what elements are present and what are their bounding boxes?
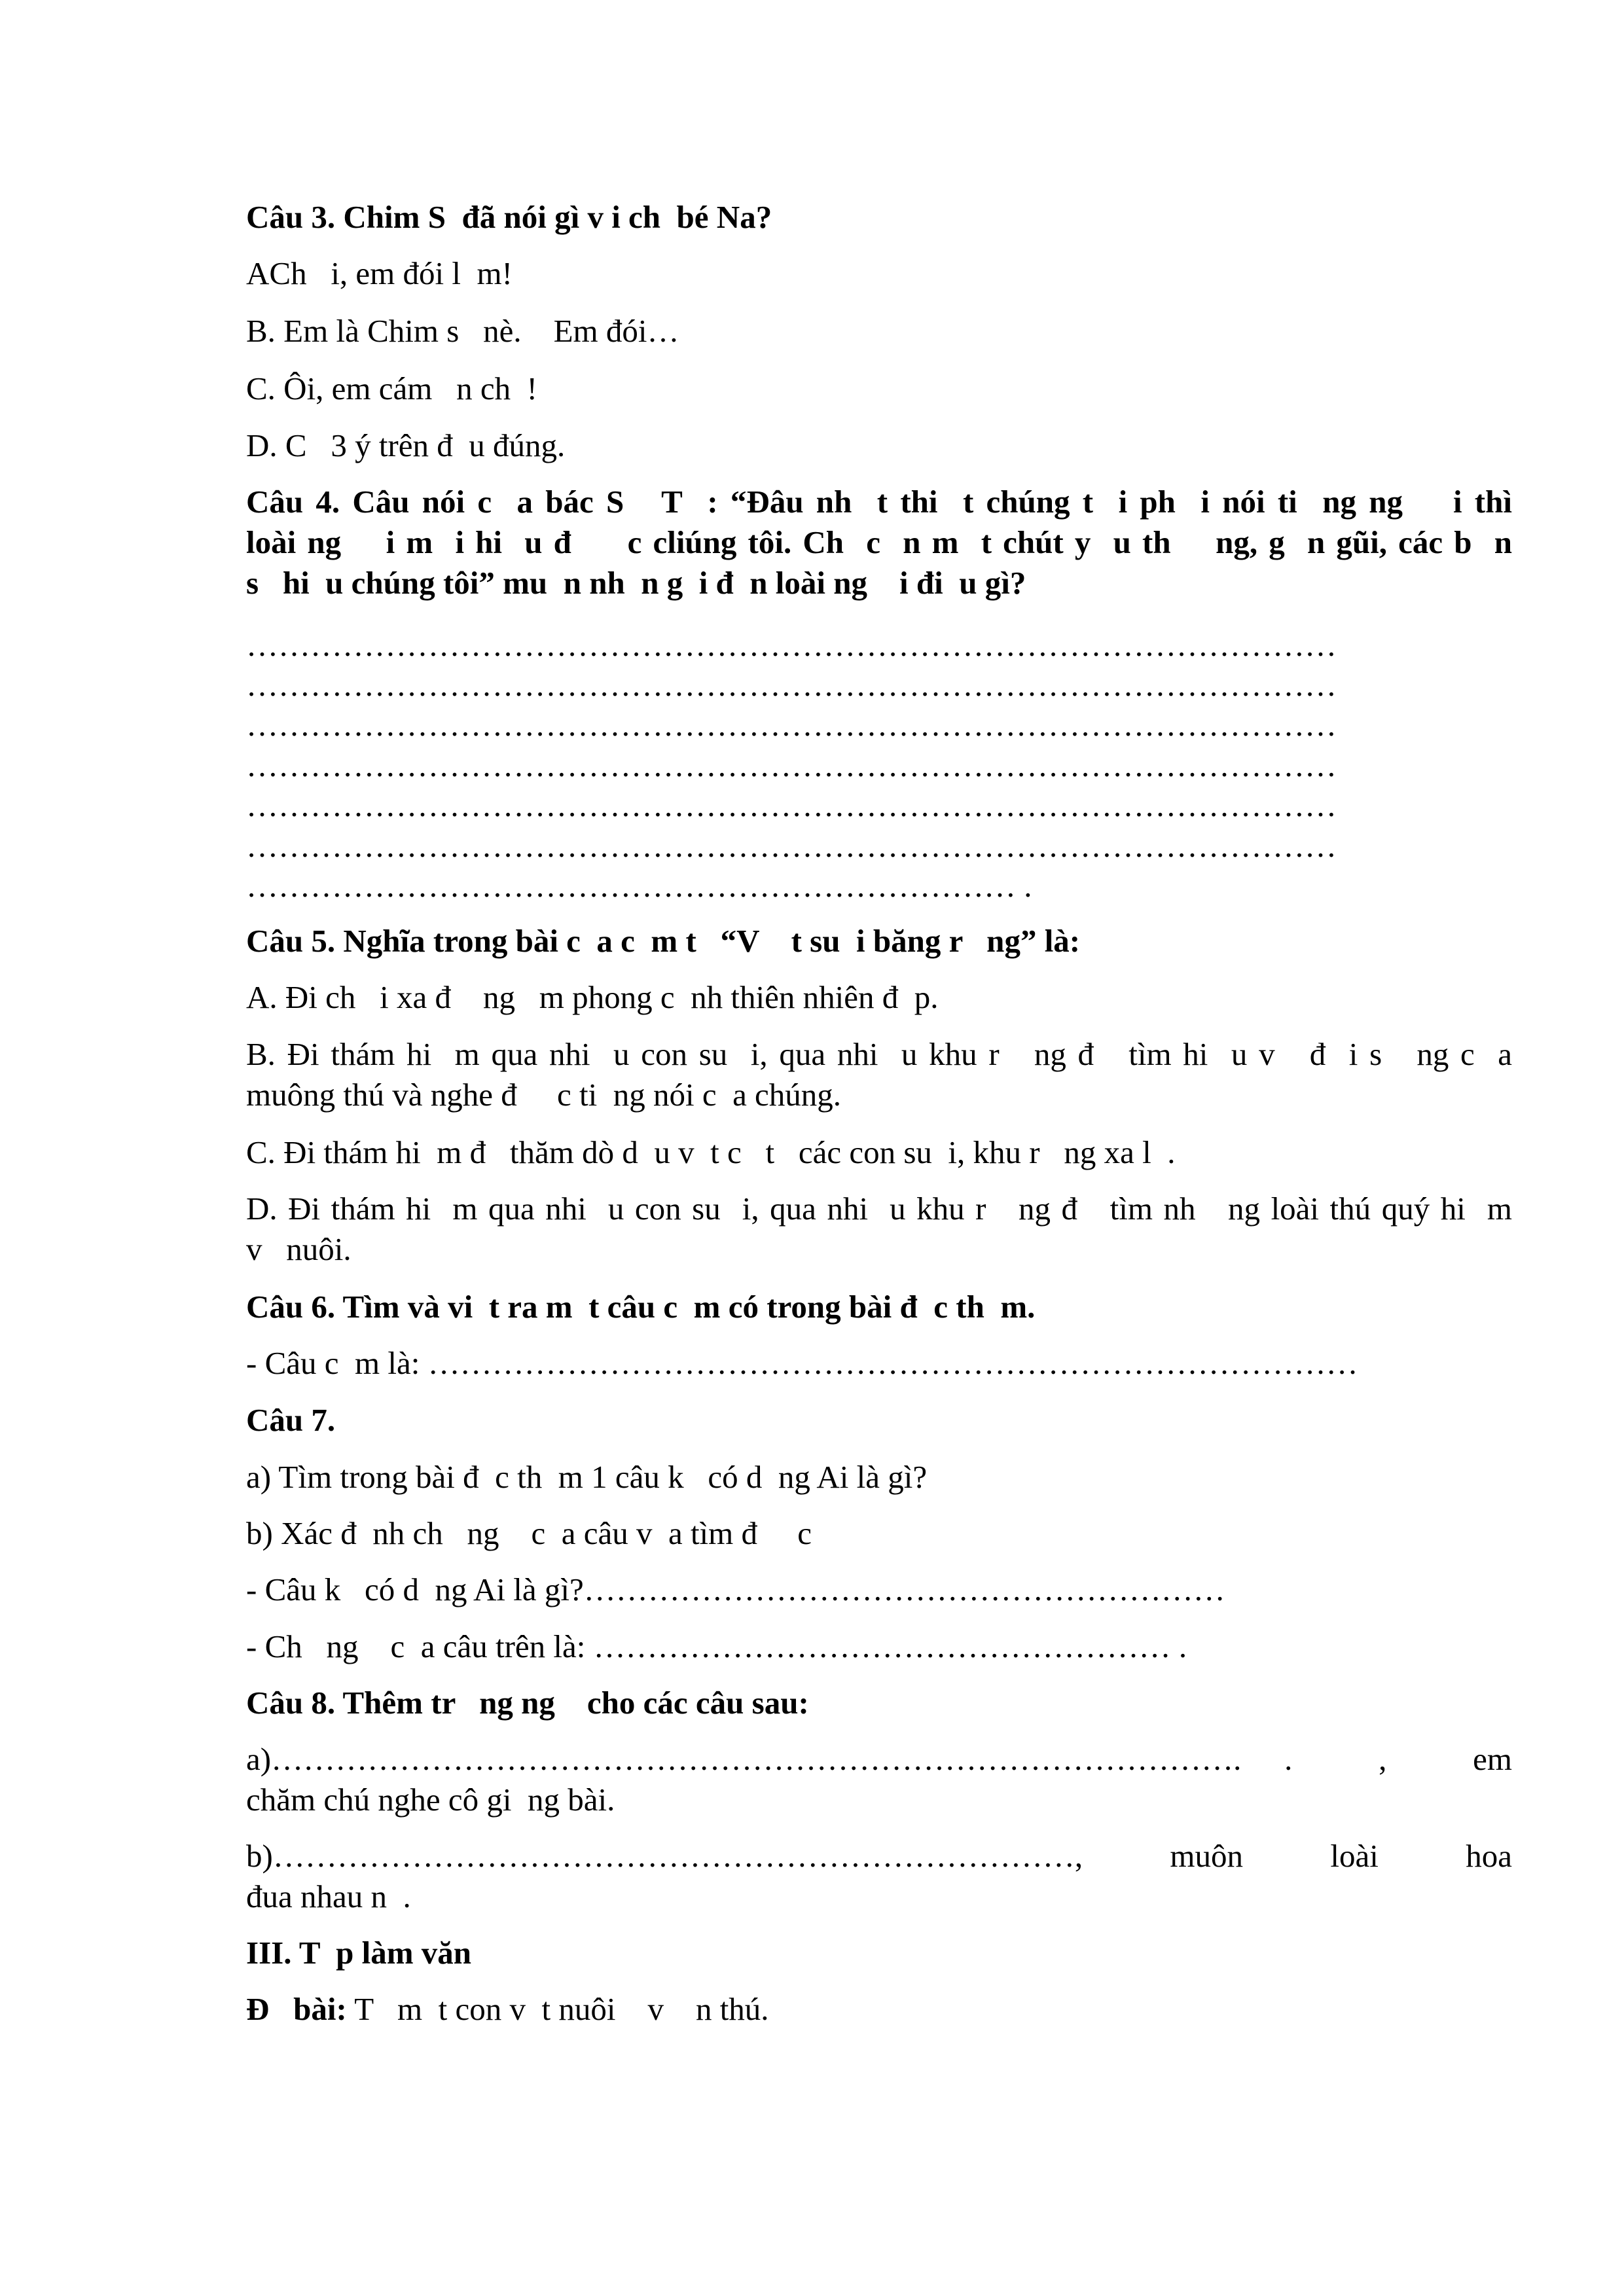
question-7-part-b: b) Xác đ nh ch ng c a câu v a tìm đ c [246,1515,812,1551]
question-5-option-d [246,1189,1512,1270]
question-6-answer: - Câu c m là: …………………………………………………………………………… [246,1345,1358,1381]
question-5-option-b [246,1034,1512,1115]
question-8-part-b [246,1836,1512,1917]
answer-line: ………………………………………………………………………………………… [246,747,1337,783]
question-5-option-d-line: D. Đi thám hi m qua nhi u con su i, qua nhi u khu r ng đ tìm nh ng loài thú quý hi m [246,1191,1512,1227]
question-6-title: Câu 6. Tìm và vi t ra m t câu c m có trong bài đ c th m. [246,1289,1036,1325]
question-4-title [246,482,1512,603]
answer-line: ………………………………………………………………………………………… [246,707,1337,743]
question-7-answer-1: - Câu k có d ng Ai là gì?…………………………………………………… [246,1571,1225,1607]
question-7-part-a: a) Tìm trong bài đ c th m 1 câu k có d ng Ai là gì? [246,1459,928,1495]
question-4-title-line: s hi u chúng tôi” mu n nh n g i đ n loài ng i đi u gì? [246,565,1026,601]
question-8-part-a-line: a)………………………………………………………………………………. . , em [246,1741,1512,1777]
answer-line: ………………………………………………………………………………………… [246,787,1337,823]
question-8-part-b-line: đua nhau n . [246,1878,411,1914]
question-4-title-line: Câu 4. Câu nói c a bác S T : “Đâu nh t thi t chúng t i ph i nói ti ng ng i thì [246,484,1512,520]
question-4-title-line: loài ng i m i hi u đ c cliúng tôi. Ch c n m t chút y u th ng, g n gũi, các b n [246,524,1512,560]
question-3-title: Câu 3. Chim S đã nói gì v i ch bé Na? [246,199,772,235]
answer-line: ………………………………………………………………………………………… [246,627,1337,663]
question-3-option-a: ACh i, em đói l m! [246,255,513,291]
question-7-answer-2: - Ch ng c a câu trên là: ……………………………………………… . [246,1628,1187,1664]
question-5-option-c: C. Đi thám hi m đ thăm dò d u v t c t các con su i, khu r ng xa l . [246,1134,1176,1170]
question-5-title: Câu 5. Nghĩa trong bài c a c m t “V t su i băng r ng” là: [246,923,1081,959]
question-5-option-b-line: muông thú và nghe đ c ti ng nói c a chúng. [246,1077,842,1113]
answer-line: ………………………………………………………………………………………… [246,667,1337,703]
question-3-option-d: D. C 3 ý trên đ u đúng. [246,427,566,463]
essay-topic [246,1989,1516,2030]
answer-line: ……………………………………………………………… . [246,868,1032,904]
answer-line: ………………………………………………………………………………………… [246,828,1337,864]
question-8-part-a-line: chăm chú nghe cô gi ng bài. [246,1782,615,1818]
question-3-option-b: B. Em là Chim s nè. Em đói… [246,313,679,349]
essay-topic-label: Đ bài: [246,1991,347,2027]
question-3-option-c: C. Ôi, em cám n ch ! [246,370,537,406]
question-8-part-a [246,1739,1512,1820]
question-5-option-b-line: B. Đi thám hi m qua nhi u con su i, qua nhi u khu r ng đ tìm hi u v đ i s ng c a [246,1036,1512,1072]
question-8-title: Câu 8. Thêm tr ng ng cho các câu sau: [246,1685,809,1721]
question-5-option-d-line: v nuôi. [246,1231,352,1267]
question-5-option-a: A. Đi ch i xa đ ng m phong c nh thiên nhiên đ p. [246,979,939,1015]
question-7-title: Câu 7. [246,1402,336,1438]
section-3-title: III. T p làm văn [246,1935,472,1971]
essay-topic-text: T m t con v t nuôi v n thú. [346,1991,769,2027]
question-8-part-b-line: b)…………………………………………………………………, muôn loài hoa [246,1838,1512,1874]
